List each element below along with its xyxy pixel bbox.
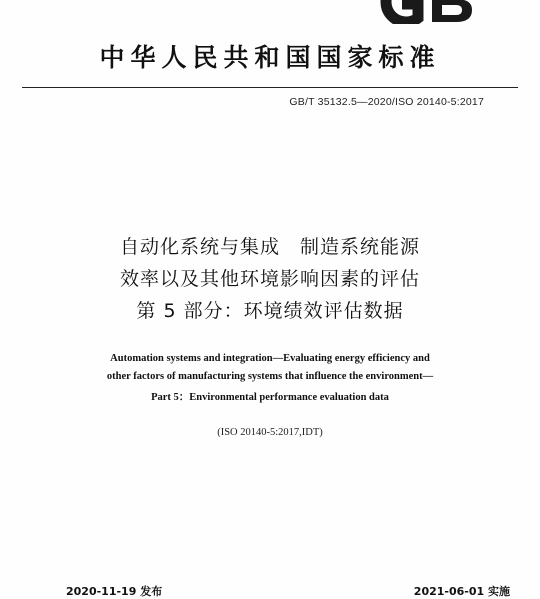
- implement-date: 2021-06-01 实施: [413, 585, 510, 598]
- issue-date: 2020-11-19 发布: [66, 585, 163, 598]
- chinese-title-line-3: 第 5 部分：环境绩效评估数据: [136, 300, 404, 322]
- standard-number: GB/T 35132.5—2020/ISO 20140-5:2017: [289, 96, 484, 108]
- english-title-line-1: Automation systems and integration—Evaluating energy efficiency and: [110, 353, 430, 364]
- chinese-title-line-2: 效率以及其他环境影响因素的评估: [119, 268, 420, 290]
- english-title-line-2: other factors of manufacturing systems that influence the environment—: [106, 371, 434, 382]
- national-standard-title: 中华人民共和国国家标准: [99, 43, 441, 72]
- iso-equivalence: (ISO 20140-5:2017,IDT): [217, 427, 323, 438]
- english-title-line-3: Part 5：Environmental performance evaluation data: [151, 392, 389, 403]
- header-divider: [22, 87, 518, 88]
- chinese-title-line-1: 自动化系统与集成 制造系统能源: [119, 236, 420, 258]
- gb-logo-icon: [368, 0, 480, 24]
